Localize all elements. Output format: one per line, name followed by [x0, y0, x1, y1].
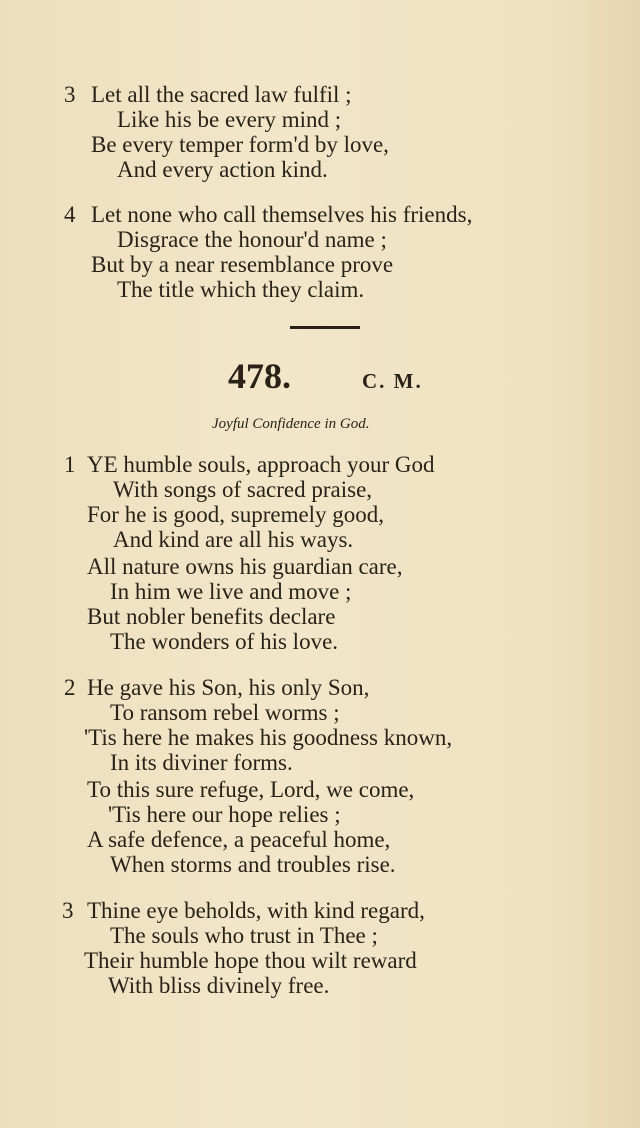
verse-line: The souls who trust in Thee ; — [110, 923, 378, 948]
verse-line: A safe defence, a peaceful home, — [87, 827, 391, 852]
verse-line: Be every temper form'd by love, — [91, 132, 389, 157]
verse-line: All nature owns his guardian care, — [87, 554, 403, 579]
verse-line: With bliss divinely free. — [108, 973, 330, 998]
hymn-title: Joyful Confidence in God. — [212, 416, 370, 432]
verse-line: To this sure refuge, Lord, we come, — [87, 777, 415, 802]
verse-line: To ransom rebel worms ; — [110, 700, 340, 725]
verse-line: Thine eye beholds, with kind regard, — [87, 898, 425, 923]
verse-line: 'Tis here he makes his goodness known, — [84, 725, 453, 750]
verse-line: But by a near resemblance prove — [91, 252, 394, 277]
verse-line: And every action kind. — [117, 157, 328, 182]
verse-line: And kind are all his ways. — [113, 527, 354, 552]
verse-line: Like his be every mind ; — [117, 107, 342, 132]
verse-line: Their humble hope thou wilt reward — [84, 948, 417, 973]
verse-line: YE humble souls, approach your God — [87, 452, 435, 477]
verse-line: But nobler benefits declare — [87, 604, 336, 629]
stanza-number: 4 — [64, 202, 76, 227]
hymn-meter: C. M. — [362, 369, 423, 393]
stanza-number: 3 — [62, 898, 74, 923]
section-divider — [290, 326, 360, 329]
verse-line: He gave his Son, his only Son, — [87, 675, 370, 700]
verse-line: Disgrace the honour'd name ; — [117, 227, 387, 252]
verse-line: With songs of sacred praise, — [113, 477, 373, 502]
verse-line: For he is good, supremely good, — [87, 502, 385, 527]
verse-line: 'Tis here our hope relies ; — [108, 802, 341, 827]
verse-line: The wonders of his love. — [110, 629, 339, 654]
verse-line: Let none who call themselves his friends, — [91, 202, 473, 227]
verse-line: Let all the sacred law fulfil ; — [91, 82, 352, 107]
stanza-number: 2 — [64, 675, 76, 700]
verse-line: In him we live and move ; — [110, 579, 352, 604]
stanza-number: 1 — [64, 452, 76, 477]
verse-line: When storms and troubles rise. — [110, 852, 396, 877]
stanza-number: 3 — [64, 82, 76, 107]
hymn-number: 478. — [228, 356, 291, 396]
verse-line: The title which they claim. — [117, 277, 365, 302]
verse-line: In its diviner forms. — [110, 750, 293, 775]
